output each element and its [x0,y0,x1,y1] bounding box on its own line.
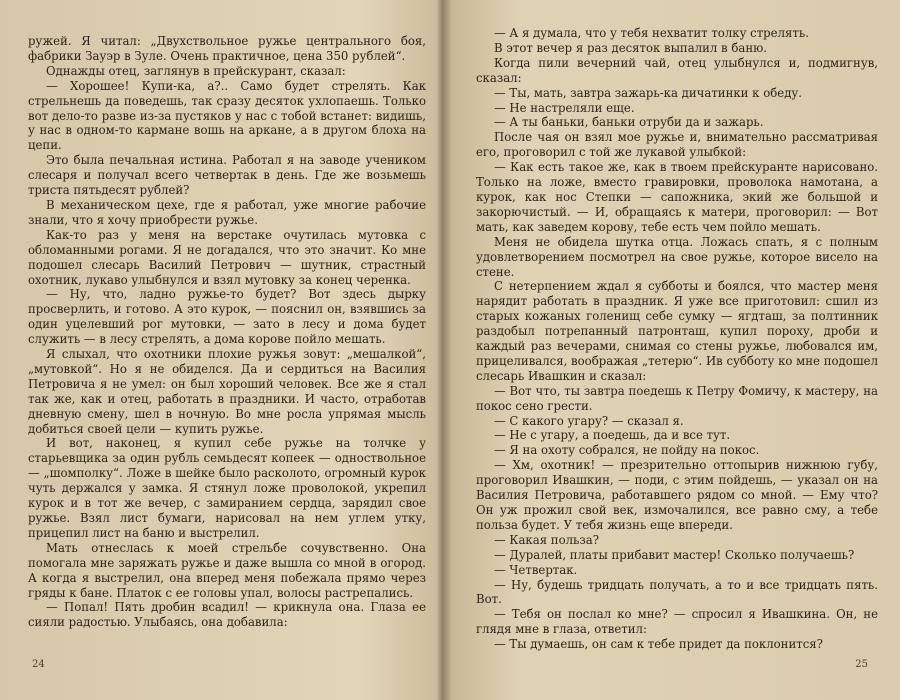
paragraph: — Четвертак. [494,562,578,577]
paragraph: — С какого угару? — сказал я. [494,413,684,428]
paragraph: Это была печальная истина. Работал я на заводе учеником слесаря и получал всего четвертак в день. Где же возьмешь триста пятьдесят рублей? [28,153,426,198]
paragraph: — Попал! Пять дробин всадил! — крикнула она. Глаза ее сияли радостью. Улыбаясь, она добавила: [28,600,426,630]
paragraph: ружей. Я читал: „Двухствольное ружье центрального боя, фабрики Зауэр в Зуле. Очень практичное, цена 350 рублей“. [28,34,426,63]
paragraph: Я слыхал, что охотники плохие ружья зовут: „мешалкой“, „мутовкой“. Но я не обиделся. Да и сердиться на Василия Петровича я не умел: он был хороший человек. Все же я стал так же, как и отец, работать в праздники. И часто, отработав дневную смену, шел в ночную. Во мне росла упрямая мысль добиться своей цели — купить ружье. [28,347,426,436]
paragraph: — Хм, охотник! — презрительно оттопырив нижнюю губу, проговорил Ивашкин, — поди, с этим пойдешь, — указал он на Василия Петровича, работавшего рядом со мной. — Ему что? Он уж прожил свой век, измочалился, все равно сму, а тебе польза будет. У тебя жизнь еще впереди. [476,458,878,532]
page-number-right: 25 [855,659,868,670]
left-page [0,0,440,700]
paragraph: — Ты, мать, завтра зажарь-ка дичатинки к обеду. [494,85,802,100]
paragraph: После чая он взял мое ружье и, внимательно рассматривая его, проговорил с той же лукавой улыбкой: [476,130,878,160]
paragraph: — Не с угару, а поедешь, да и все тут. [494,428,731,443]
right-page [452,0,900,700]
paragraph: — А я думала, что у тебя нехватит толку стрелять. [494,26,809,40]
paragraph: — Ну, будешь тридцать получать, а то и все тридцать пять. Вот. [476,577,878,607]
paragraph: — Как есть такое же, как в твоем прейскуранте нарисовано. Только на ложе, вместо гравировки, проволока намотана, а курок, как нос Степки — сапожника, экий же большой и закорючистый. — И, обращаясь к матери, проговорил: — Вот мать, как заведем корову, тебе есть чем пойло мешать. [476,160,878,234]
paragraph: Когда пили вечерний чай, отец улыбнулся и, подмигнув, сказал: [476,55,878,85]
paragraph: — Тебя он послал ко мне? — спросил я Ивашкина. Он, не глядя мне в глаза, ответил: [476,607,878,637]
paragraph: — А ты баньки, баньки отруби да и зажарь. [494,115,764,130]
paragraph: — Хорошее! Купи-ка, а?.. Само будет стрелять. Как стрельнешь да поведешь, так сразу десяток ухлопаешь. Только вот дело-то разве из-за пустяков у нас с тобой встанет: видишь, у нас в одном-то кармане вошь на аркане, а в другом блоха на цепи. [28,78,426,153]
paragraph: В этот вечер я раз десяток выпалил в баню. [494,40,768,55]
paragraph: С нетерпением ждал я субботы и боялся, что мастер меня нарядит работать в праздник. Я уже все приготовил: сшил из старых кожаных голенищ себе сумку — ягдташ, за полтинник раздобыл потрепанный патронташ, купил пороху, дроби и каждый раз вечерами, снимая со стены ружье, любовался им, прицеливался, воображая „тетерю“. Ив субботу ко мне подошел слесарь Ивашкин и сказал: [476,279,878,383]
paragraph: — Дуралей, платы прибавит мастер! Сколько получаешь? [494,547,855,562]
left-page-text [28,34,426,630]
paragraph: Меня не обидела шутка отца. Ложась спать, я с полным удовлетворением посмотрел на свое ружье, которое висело на стене. [476,234,878,279]
paragraph: — Вот что, ты завтра поедешь к Петру Фомичу, к мастеру, на покос сено грести. [476,383,878,413]
paragraph: — Я на охоту собрался, не пойду на покос. [494,443,760,458]
paragraph: Как-то раз у меня на верстаке очутилась мутовка с обломанными рогами. Я не догадался, что это значит. Ко мне подошел слесарь Василий Петрович — шутник, страстный охотник, лукаво улыбнулся и взял мутовку за конец черенка. [28,227,426,287]
paragraph: Однажды отец, заглянув в прейскурант, сказал: [46,63,346,78]
paragraph: — Ну, что, ладно ружье-то будет? Вот здесь дырку просверлить, и готово. А это курок, — пояснил он, взявшись за один уцелевший рог мутовки, — зато в лесу и дома будет служить — в лесу стрелять, а дома корове пойло мешать. [28,287,426,347]
paragraph: — Не настреляли еще. [494,100,635,115]
paragraph: — Ты думаешь, он сам к тебе придет да поклонится? [494,637,823,652]
paragraph: — Какая польза? [494,532,599,547]
page-number-left: 24 [32,659,45,670]
paragraph: В механическом цехе, где я работал, уже многие рабочие знали, что я хочу приобрести ружье. [28,197,426,227]
right-page-text [476,26,878,652]
paragraph: И вот, наконец, я купил себе ружье на толчке у старьевщика за один рубль семьдесят копеек — одноствольное — „шомполку“. Ложе в шейке было расколото, огромный курок чуть держался у замка. Я стянул ложе проволокой, укрепил курок и в тот же вечер, с замиранием сердца, зарядил свое ружье. Взял лист бумаги, нарисовал на нем углем утку, прицепил лист на баню и выстрелил. [28,436,426,540]
paragraph: Мать отнеслась к моей стрельбе сочувственно. Она помогала мне заряжать ружье и даже вышла со мной в огород. А когда я выстрелил, она вперед меня побежала прямо через гряды к бане. Платок с ее головы упал, волосы растрепались. [28,540,426,600]
